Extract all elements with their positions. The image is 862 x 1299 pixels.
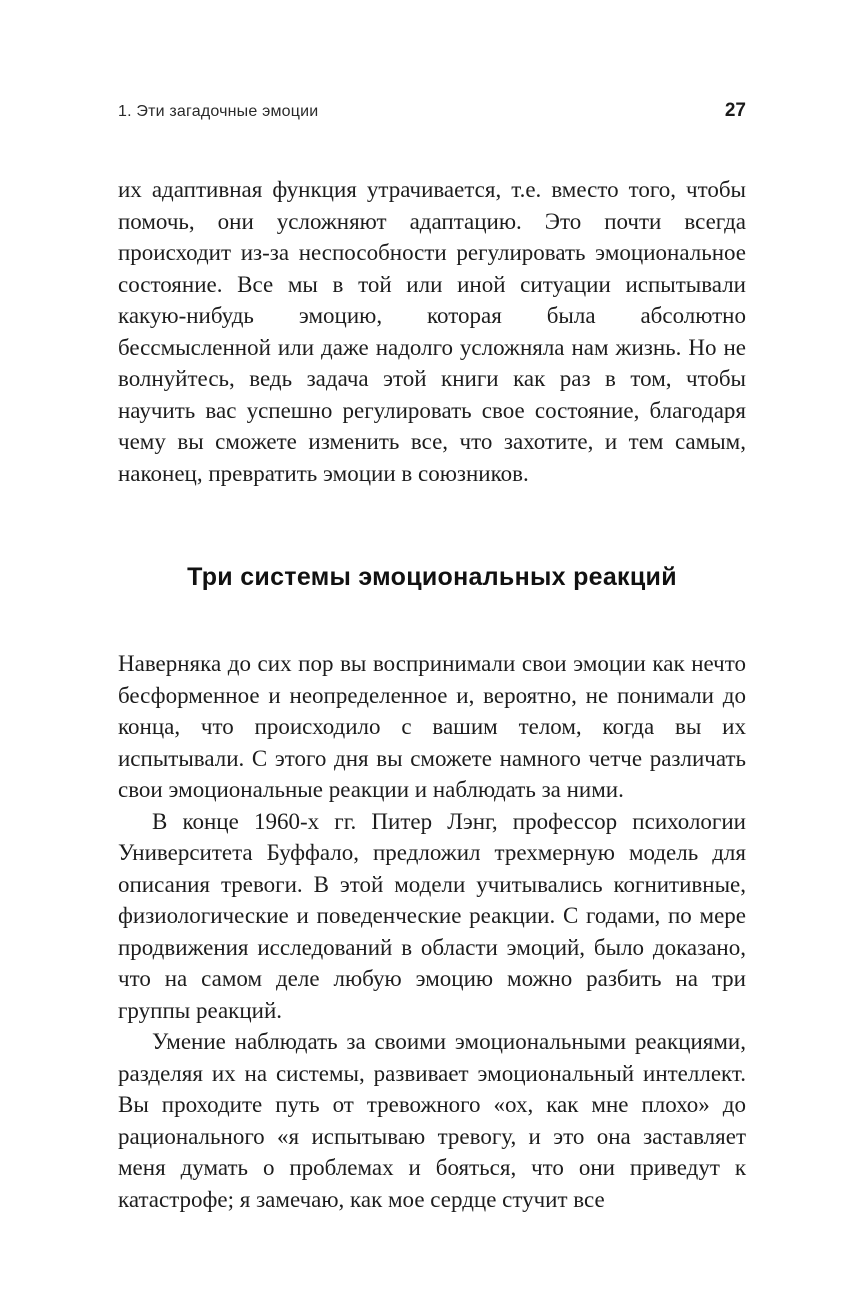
body-text	[118, 174, 746, 1215]
paragraph: В конце 1960-х гг. Питер Лэнг, профессор психологии Университета Буффало, предложил трехмерную модель для описания тревоги. В этой модели учитывались когнитивные, физиологические и поведенческие реакции. С годами, по мере продвижения исследований в области эмоций, было доказано, что на самом деле любую эмоцию можно разбить на три группы реакций.	[118, 808, 746, 1023]
page-number: 27	[724, 100, 746, 121]
paragraph: Умение наблюдать за своими эмоциональными реакциями, разделяя их на системы, развивает эмоциональный интеллект. Вы проходите путь от тревожного «ох, как мне плохо» до рационального «я испытываю тревогу, и это она заставляет меня думать о проблемах и бояться, что они приведут к катастрофе; я замечаю, как мое сердце стучит все	[118, 1029, 746, 1212]
chapter-title: 1. Эти загадочные эмоции	[118, 103, 319, 120]
paragraph: Наверняка до сих пор вы воспринимали свои эмоции как нечто бесформенное и неопределенное и, вероятно, не понимали до конца, что происходило с вашим телом, когда вы их испытывали. С этого дня вы сможете намного четче различать свои эмоциональные реакции и наблюдать за ними.	[118, 651, 746, 802]
page-content	[118, 100, 746, 1215]
running-head	[118, 100, 746, 122]
section-heading: Три системы эмоциональных реакций	[187, 563, 677, 591]
paragraph-continued: их адаптивная функция утрачивается, т.е. вместо того, чтобы помочь, они усложняют адаптацию. Это почти всегда происходит из-за неспособности регулировать эмоциональное состояние. Все мы в той или иной ситуации испытывали какую-нибудь эмоцию, которая была абсолютно бессмысленной или даже надолго усложняла нам жизнь. Но не волнуйтесь, ведь задача этой книги как раз в том, чтобы научить вас успешно регулировать свое состояние, благодаря чему вы сможете изменить все, что захотите, и тем самым, наконец, превратить эмоции в союзников.	[118, 177, 746, 486]
